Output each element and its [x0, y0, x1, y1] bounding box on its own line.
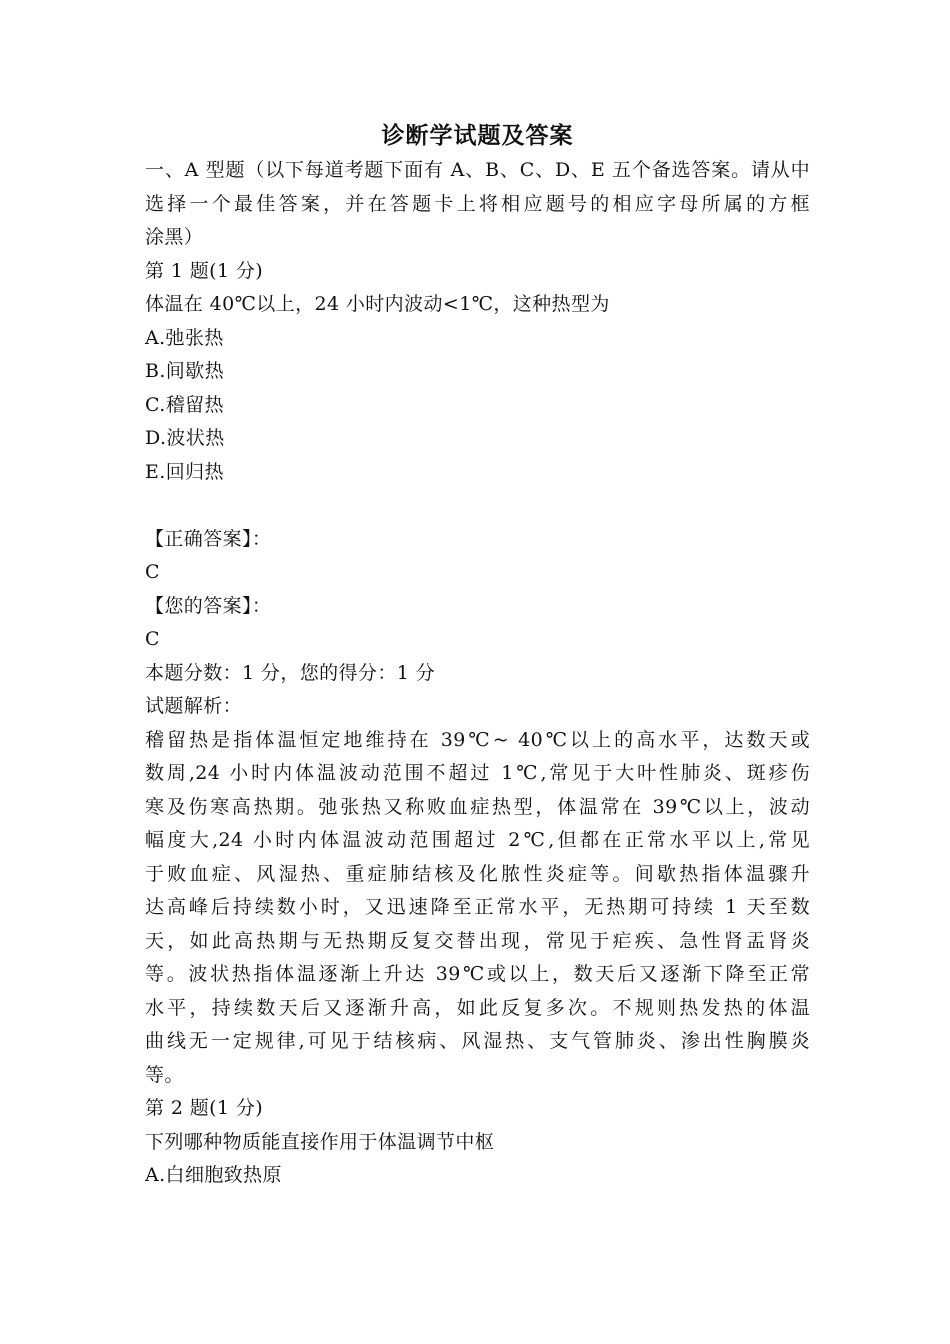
question-2-stem: 下列哪种物质能直接作用于体温调节中枢 [145, 1130, 495, 1153]
section-intro [145, 154, 810, 255]
question-2-header: 第 2 题(1 分) [145, 1097, 264, 1119]
section-intro-line: 一、A 型题（以下每道考题下面有 A、B、C、D、E 五个备选答案。请从中 [145, 159, 810, 181]
analysis-line: 天，如此高热期与无热期反复交替出现，常见于疟疾、急性肾盂肾炎 [145, 929, 810, 952]
section-intro-line: 涂黑） [145, 226, 204, 248]
analysis-line: 稽留热是指体温恒定地维持在 39℃~ 40℃以上的高水平，达数天或 [145, 728, 810, 751]
analysis-label: 试题解析： [145, 695, 243, 717]
analysis-line: 水平，持续数天后又逐渐升高，如此反复多次。不规则热发热的体温 [145, 996, 810, 1019]
analysis-line: 曲线无一定规律,可见于结核病、风湿热、支气管肺炎、渗出性胸膜炎 [145, 1030, 810, 1052]
score-line: 本题分数：1 分，您的得分：1 分 [145, 661, 436, 684]
correct-answer-value: C [145, 561, 160, 583]
question-1-header: 第 1 题(1 分) [145, 259, 264, 282]
analysis-line: 等。 [145, 1063, 184, 1086]
analysis-line: 数周,24 小时内体温波动范围不超过 1℃,常见于大叶性肺炎、斑疹伤 [145, 762, 810, 784]
your-answer-label: 【您的答案】： [145, 594, 272, 617]
analysis-line: 寒及伤寒高热期。弛张热又称败血症热型，体温常在 39℃以上，波动 [145, 795, 810, 818]
question-1-option-c: C.稽留热 [145, 393, 224, 416]
question-1-option-a: A.弛张热 [145, 326, 224, 349]
analysis-line: 等。波状热指体温逐渐上升达 39℃或以上，数天后又逐渐下降至正常 [145, 963, 810, 985]
spacer [145, 489, 810, 523]
analysis-line: 幅度大,24 小时内体温波动范围超过 2℃,但都在正常水平以上,常见 [145, 829, 810, 851]
question-1-option-d: D.波状热 [145, 427, 225, 449]
question-2 [145, 1092, 810, 1193]
analysis-text [145, 724, 810, 1093]
document-title: 诊断学试题及答案 [381, 123, 574, 149]
question-1-option-b: B.间歇热 [145, 360, 225, 382]
section-intro-line: 选择一个最佳答案，并在答题卡上将相应题号的相应字母所属的方框 [145, 192, 810, 215]
question-1-stem: 体温在 40℃以上，24 小时内波动<1℃，这种热型为 [145, 293, 610, 315]
your-answer-value: C [145, 628, 160, 650]
question-2-option-a: A.白细胞致热原 [145, 1164, 282, 1186]
question-1-option-e: E.回归热 [145, 460, 224, 483]
correct-answer-label: 【正确答案】： [145, 527, 272, 550]
document-page [145, 118, 810, 1193]
question-1 [145, 255, 810, 1093]
analysis-line: 于败血症、风湿热、重症肺结核及化脓性炎症等。间歇热指体温骤升 [145, 862, 810, 885]
analysis-line: 达高峰后持续数小时，又迅速降至正常水平，无热期可持续 1 天至数 [145, 896, 810, 918]
